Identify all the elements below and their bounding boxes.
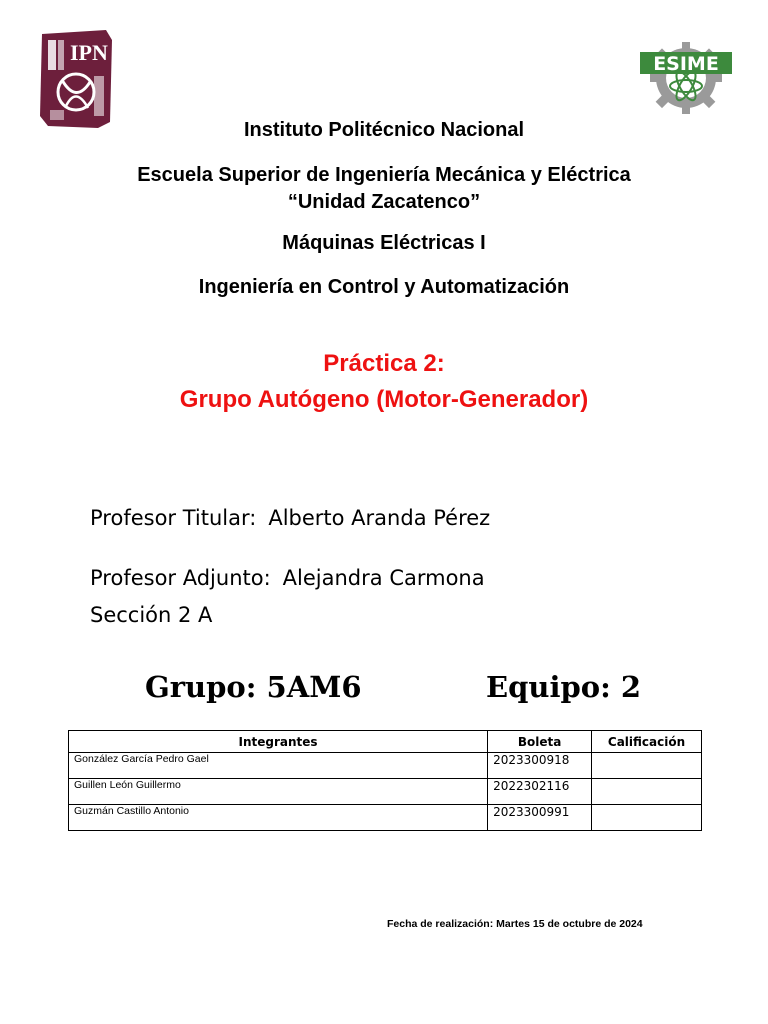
member-boleta: 2022302116: [488, 779, 592, 805]
members-table: [68, 730, 702, 831]
table-row: [69, 779, 702, 805]
section-label: Sección 2 A: [90, 603, 213, 627]
svg-text:ESIME: ESIME: [653, 53, 719, 75]
school-name-line1: Escuela Superior de Ingeniería Mecánica y Eléctrica: [137, 164, 631, 186]
group-label: Grupo: 5AM6: [145, 670, 362, 704]
member-boleta: 2023300991: [488, 805, 592, 831]
table-header-row: [69, 731, 702, 753]
fecha-realizacion: Fecha de realización: Martes 15 de octubre de 2024: [387, 918, 643, 930]
school-name: [0, 162, 768, 216]
table-row: [69, 753, 702, 779]
profesor-adjunto-name: Alejandra Carmona: [282, 566, 485, 590]
team-label: Equipo: 2: [486, 670, 642, 704]
member-name: Guzmán Castillo Antonio: [69, 805, 488, 831]
member-name: Guillen León Guillermo: [69, 779, 488, 805]
member-boleta: 2023300918: [488, 753, 592, 779]
header-calificacion: Calificación: [592, 731, 702, 753]
career-name: Ingeniería en Control y Automatización: [198, 276, 570, 298]
profesor-adjunto: [90, 566, 485, 590]
practice-title: Grupo Autógeno (Motor-Generador): [179, 386, 589, 413]
profesor-titular: [90, 506, 490, 530]
member-calificacion: [592, 779, 702, 805]
school-name-line2: “Unidad Zacatenco”: [287, 191, 481, 213]
esime-logo: [638, 38, 734, 116]
header-integrantes: Integrantes: [69, 731, 488, 753]
practice-number: Práctica 2:: [323, 350, 445, 377]
institution-name: Instituto Politécnico Nacional: [243, 119, 525, 141]
profesor-adjunto-label: Profesor Adjunto:: [90, 566, 271, 590]
svg-text:IPN: IPN: [70, 40, 108, 65]
member-calificacion: [592, 753, 702, 779]
profesor-titular-name: Alberto Aranda Pérez: [268, 506, 491, 530]
ipn-logo: [36, 26, 116, 130]
profesor-titular-label: Profesor Titular:: [90, 506, 257, 530]
member-name: González García Pedro Gael: [69, 753, 488, 779]
table-row: [69, 805, 702, 831]
subject-name: Máquinas Eléctricas I: [282, 232, 486, 254]
header-boleta: Boleta: [488, 731, 592, 753]
member-calificacion: [592, 805, 702, 831]
